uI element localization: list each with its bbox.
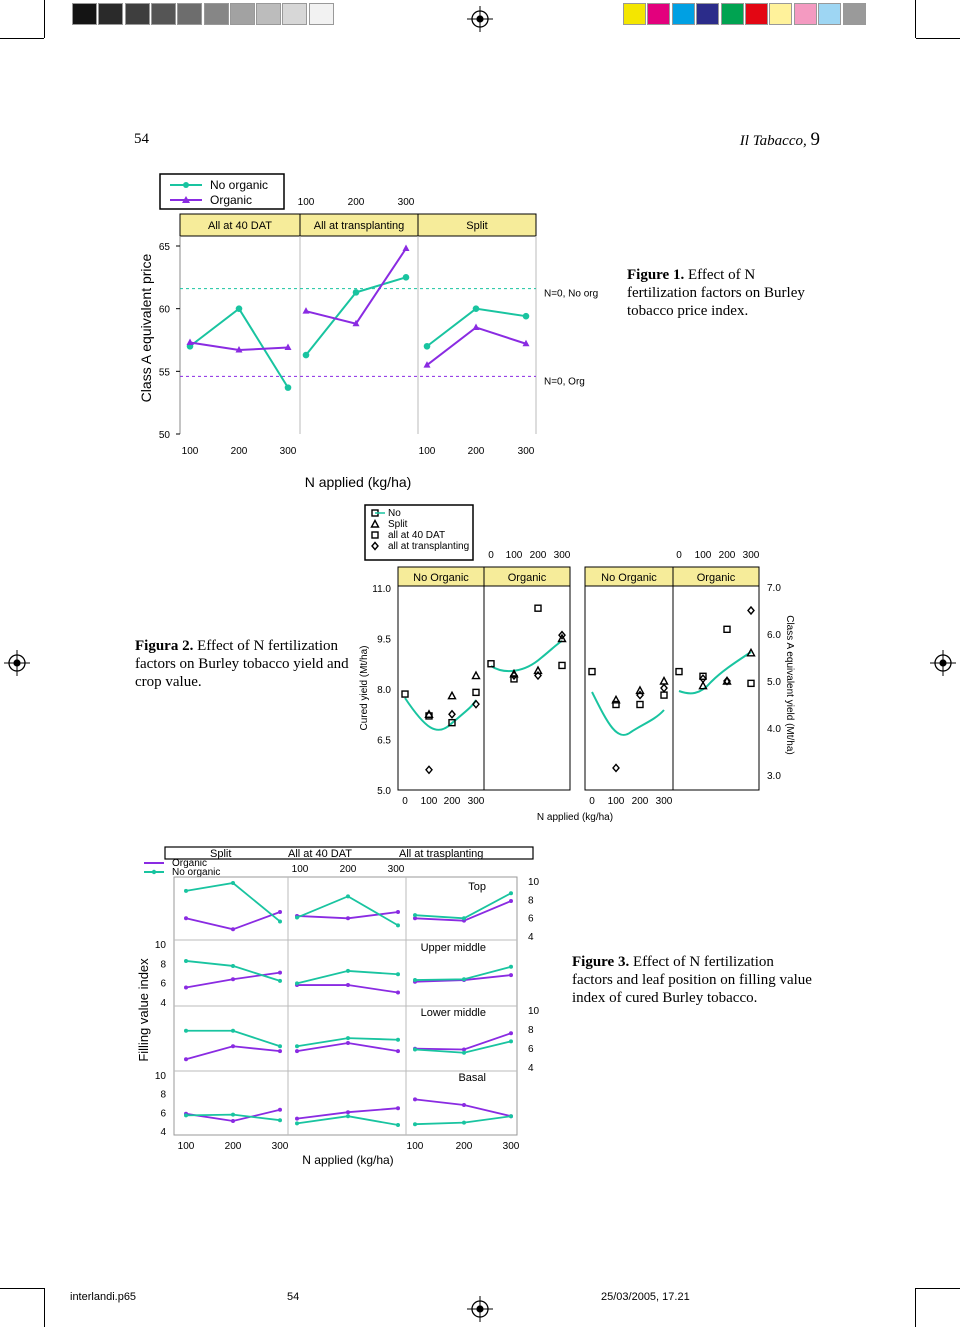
row-label: Basal [458, 1072, 486, 1084]
gray-swatch [256, 3, 281, 25]
x-tick-label: 100 [177, 1141, 195, 1152]
y-tick-label: 6 [528, 913, 534, 925]
figure-1-label: Figure 1. [627, 267, 685, 283]
data-point [637, 702, 643, 708]
data-point [449, 692, 456, 699]
legend-label-no-organic: No organic [172, 867, 221, 878]
data-point-organic [295, 1049, 299, 1053]
data-point-no-organic [413, 1048, 417, 1052]
figure-3-chart [134, 845, 554, 1170]
data-point-organic [231, 927, 235, 931]
data-point-no-organic [346, 1036, 350, 1040]
data-point-organic [231, 1119, 235, 1123]
x-tick-label: 0 [402, 796, 408, 807]
data-point-organic [231, 977, 235, 981]
data-point [402, 691, 408, 697]
data-point [637, 692, 643, 699]
series-line-organic [415, 1099, 511, 1116]
figure-1-caption [627, 266, 817, 320]
gray-swatch [72, 3, 97, 25]
y-tick-label: 6 [160, 978, 166, 990]
strip-label: All at transplanting [313, 220, 405, 232]
y-tick-label-left: 6.5 [377, 735, 391, 747]
data-point-organic [278, 1108, 282, 1112]
data-point-no-organic [278, 919, 282, 923]
data-point-organic [396, 1106, 400, 1110]
figure-1-chart [130, 168, 610, 498]
series-line-no-organic [186, 1031, 280, 1046]
strip-label: No Organic [601, 572, 657, 584]
data-point-organic [509, 973, 513, 977]
data-point-no-organic [278, 979, 282, 983]
series-line-no-organic [415, 893, 511, 918]
reference-label-org: N=0, Org [544, 376, 585, 388]
y-axis-label-left: Cured yield (Mt/ha) [359, 645, 370, 731]
data-point-organic [278, 971, 282, 975]
page-number: 54 [134, 131, 149, 147]
color-swatch [721, 3, 744, 25]
gray-swatch [309, 3, 334, 25]
data-point-no-organic [462, 1051, 466, 1055]
y-tick-label: 55 [158, 367, 170, 379]
header-label-split: Split [210, 848, 232, 860]
strip-label: Split [466, 220, 488, 232]
y-tick-label-right: 3.0 [767, 771, 781, 782]
color-swatch [696, 3, 719, 25]
y-axis-label: Filling value index [136, 958, 151, 1062]
data-point-no-organic [295, 1044, 299, 1048]
x-tick-label: 100 [418, 446, 436, 457]
top-tick-label: 200 [339, 864, 357, 875]
x-tick-label: 300 [655, 796, 673, 807]
data-point-no-organic [413, 1122, 417, 1126]
data-point [473, 672, 480, 679]
x-tick-label-top: 0 [488, 550, 494, 561]
data-point-no-organic [184, 889, 188, 893]
y-tick-label: 8 [528, 1025, 534, 1036]
color-swatch [769, 3, 792, 25]
data-point-organic [187, 339, 194, 346]
registration-mark-right [930, 650, 956, 676]
data-point-organic [509, 899, 513, 903]
color-swatch [623, 3, 646, 25]
plot-frame-right [585, 586, 759, 790]
figure-3-text: Effect of N fertilization factors and leaf position on filling value index of cured Burley tobacco. [572, 954, 812, 1006]
legend-label: No [388, 508, 401, 519]
top-tick-label: 100 [291, 864, 309, 875]
legend-label: all at 40 DAT [388, 530, 446, 541]
y-tick-label: 50 [158, 430, 170, 441]
fitted-curve [592, 692, 664, 735]
data-point [473, 689, 479, 695]
data-point-no-organic [231, 1029, 235, 1033]
top-tick-label: 300 [387, 864, 405, 875]
y-tick-label-right: 6.0 [767, 630, 781, 641]
data-point-no-organic [353, 289, 360, 296]
data-point-no-organic [396, 923, 400, 927]
y-tick-label: 10 [528, 1006, 540, 1017]
y-tick-label-left: 9.5 [377, 634, 391, 646]
y-tick-label: 4 [528, 932, 534, 943]
data-point-organic [473, 323, 480, 330]
data-point-organic [396, 1049, 400, 1053]
x-tick-label-top: 300 [553, 550, 571, 561]
series-line-organic [186, 912, 280, 929]
x-tick-label: 200 [631, 796, 649, 807]
data-point-no-organic [424, 343, 431, 350]
footer-timestamp: 25/03/2005, 17.21 [601, 1291, 690, 1303]
data-point [535, 605, 541, 611]
row-label: Upper middle [420, 942, 486, 954]
x-axis-label: N applied (kg/ha) [304, 474, 412, 490]
data-point-organic [396, 991, 400, 995]
series-line-organic [415, 1033, 511, 1049]
data-point-no-organic [295, 1121, 299, 1125]
gray-swatch [98, 3, 123, 25]
data-point-no-organic [231, 881, 235, 885]
y-tick-label: 8 [160, 1089, 166, 1101]
data-point-no-organic [403, 274, 410, 281]
data-point-no-organic [462, 1121, 466, 1125]
series-line-organic [427, 327, 526, 365]
running-header [740, 129, 820, 151]
x-tick-label-top: 0 [676, 550, 682, 561]
data-point-organic [346, 983, 350, 987]
data-point-organic [278, 910, 282, 914]
y-tick-label-left: 5.0 [377, 786, 391, 797]
data-point-no-organic [509, 891, 513, 895]
header-label-trasplanting: All at trasplanting [399, 848, 484, 860]
y-tick-label: 10 [528, 877, 540, 888]
data-point-no-organic [396, 972, 400, 976]
data-point-no-organic [184, 1113, 188, 1117]
y-tick-label: 4 [528, 1063, 534, 1074]
gray-swatch [125, 3, 150, 25]
figure-3-caption [572, 953, 817, 1007]
color-swatch [794, 3, 817, 25]
data-point-no-organic [278, 1044, 282, 1048]
data-point-organic [346, 916, 350, 920]
fitted-curve [679, 652, 751, 693]
data-point-no-organic [346, 1114, 350, 1118]
header-label-40dat: All at 40 DAT [288, 848, 352, 860]
x-tick-label: 0 [589, 796, 595, 807]
y-tick-label: 4 [160, 1127, 166, 1138]
y-tick-label: 10 [154, 1071, 166, 1082]
data-point-organic [396, 910, 400, 914]
color-swatch [818, 3, 841, 25]
journal-volume: 9 [810, 129, 820, 150]
x-axis-label: N applied (kg/ha) [302, 1153, 394, 1167]
data-point-organic [295, 1117, 299, 1121]
data-point-no-organic [523, 313, 530, 320]
y-tick-label: 65 [158, 242, 170, 253]
y-tick-label-right: 5.0 [767, 677, 781, 688]
data-point-no-organic [295, 916, 299, 920]
figure-2-label: Figura 2. [135, 638, 194, 654]
series-line-no-organic [186, 883, 280, 921]
x-tick-label: 200 [230, 446, 248, 457]
figure-2-text: Effect of N fertilization factors on Burley tobacco yield and crop value. [135, 638, 349, 690]
legend-label-organic: Organic [172, 858, 208, 869]
data-point [589, 669, 595, 675]
data-point-organic [303, 307, 310, 314]
x-tick-label-top: 200 [529, 550, 547, 561]
data-point-no-organic [231, 1113, 235, 1117]
data-point [661, 678, 668, 685]
footer-page: 54 [287, 1291, 300, 1303]
data-point-no-organic [278, 1118, 282, 1122]
data-point [559, 662, 565, 668]
data-point-organic [346, 1110, 350, 1114]
data-point-no-organic [413, 978, 417, 982]
strip-label: Organic [507, 572, 547, 584]
y-tick-label: 6 [160, 1108, 166, 1120]
data-point-no-organic [295, 981, 299, 985]
figure-2-chart [355, 500, 810, 830]
x-tick-label-top: 100 [505, 550, 523, 561]
registration-mark-bottom [467, 1296, 493, 1322]
y-tick-label: 6 [528, 1044, 534, 1055]
x-tick-label: 300 [467, 796, 485, 807]
data-point-no-organic [413, 913, 417, 917]
data-point-organic [184, 916, 188, 920]
gray-swatch [151, 3, 176, 25]
gray-swatch [204, 3, 229, 25]
figure-2-caption [135, 637, 355, 691]
data-point-organic [509, 1031, 513, 1035]
x-tick-label-top: 100 [694, 550, 712, 561]
x-tick-label: 200 [224, 1141, 242, 1152]
data-point [748, 680, 754, 686]
x-tick-label: 100 [181, 446, 199, 457]
x-tick-label: 300 [279, 446, 297, 457]
series-line-no-organic [297, 896, 398, 925]
gray-swatch [282, 3, 307, 25]
color-swatch [843, 3, 866, 25]
data-point-no-organic [509, 965, 513, 969]
journal-name: Il Tabacco, [739, 133, 807, 149]
legend-marker-no-organic [183, 182, 189, 188]
data-point [449, 711, 455, 718]
legend-label: all at transplanting [388, 541, 470, 552]
data-point [724, 626, 730, 632]
reference-label-no-org: N=0, No org [544, 288, 599, 300]
registration-mark-left [4, 650, 30, 676]
y-tick-label-left: 11.0 [372, 584, 391, 595]
data-point [661, 685, 667, 692]
data-point-no-organic [509, 1039, 513, 1043]
data-point-no-organic [303, 352, 310, 359]
x-tick-label-top: 200 [718, 550, 736, 561]
strip-label: No Organic [413, 572, 469, 584]
data-point [748, 607, 754, 614]
legend-label-organic: Organic [210, 193, 253, 207]
strip-label: All at 40 DAT [208, 220, 272, 232]
y-tick-label-left: 8.0 [377, 685, 391, 696]
x-axis-label: N applied (kg/ha) [536, 812, 614, 823]
data-point-no-organic [184, 1029, 188, 1033]
gray-swatch [230, 3, 255, 25]
data-point-no-organic [462, 916, 466, 920]
data-point-no-organic [396, 1123, 400, 1127]
x-tick-label: 300 [517, 446, 535, 457]
figure-3-label: Figure 3. [572, 954, 630, 970]
legend-marker-no-organic [152, 870, 156, 874]
y-tick-label: 8 [528, 895, 534, 907]
x-tick-label: 100 [420, 796, 438, 807]
y-axis-label: Class A equivalent price [138, 253, 154, 403]
data-point-no-organic [346, 894, 350, 898]
x-tick-label: 200 [467, 446, 485, 457]
x-tick-label-top: 300 [742, 550, 760, 561]
y-tick-label: 60 [158, 304, 170, 316]
color-swatch [745, 3, 768, 25]
y-tick-label-right: 4.0 [767, 724, 781, 735]
data-point [613, 764, 619, 771]
data-point-no-organic [462, 977, 466, 981]
footer-filename: interlandi.p65 [70, 1291, 137, 1303]
row-label: Lower middle [420, 1007, 486, 1019]
data-point-organic [278, 1049, 282, 1053]
data-point-organic [462, 1103, 466, 1107]
y-tick-label: 10 [154, 940, 166, 951]
color-swatch [672, 3, 695, 25]
color-swatch [647, 3, 670, 25]
gray-swatch [177, 3, 202, 25]
y-tick-label-right: 7.0 [767, 583, 781, 594]
data-point-organic [413, 1097, 417, 1101]
series-line-organic [306, 249, 406, 324]
x-tick-label: 200 [443, 796, 461, 807]
top-tick-label: 200 [347, 197, 365, 208]
top-tick-label: 300 [397, 197, 415, 208]
y-tick-label: 8 [160, 959, 166, 971]
data-point-organic [231, 1044, 235, 1048]
data-point-no-organic [396, 1038, 400, 1042]
data-point-organic [346, 1041, 350, 1045]
legend-label: Split [388, 519, 408, 530]
y-axis-label-right: Class A equivalent yield (Mt/ha) [784, 615, 795, 755]
data-point-no-organic [184, 959, 188, 963]
data-point [488, 661, 494, 667]
fitted-curve [491, 641, 562, 671]
data-point-no-organic [473, 305, 480, 312]
x-tick-label: 100 [406, 1141, 424, 1152]
data-point [661, 692, 667, 698]
data-point [426, 766, 432, 773]
data-point-no-organic [285, 384, 292, 391]
data-point-organic [184, 1057, 188, 1061]
figure-1-text: Effect of N fertilization factors on Burley tobacco price index. [627, 267, 805, 319]
fitted-curve [405, 698, 476, 730]
x-tick-label: 300 [271, 1141, 289, 1152]
data-point-no-organic [509, 1114, 513, 1118]
x-tick-label: 200 [455, 1141, 473, 1152]
registration-mark-top [467, 6, 493, 32]
data-point-no-organic [346, 969, 350, 973]
data-point-organic [184, 986, 188, 990]
data-point [676, 669, 682, 675]
data-point-no-organic [231, 964, 235, 968]
data-point-organic [403, 245, 410, 252]
top-tick-label: 100 [297, 197, 315, 208]
data-point-no-organic [236, 305, 243, 312]
strip-label: Organic [696, 572, 736, 584]
y-tick-label: 4 [160, 998, 166, 1009]
x-tick-label: 300 [502, 1141, 520, 1152]
x-tick-label: 100 [607, 796, 625, 807]
legend-label-no-organic: No organic [210, 178, 269, 192]
row-label: Top [468, 881, 486, 893]
